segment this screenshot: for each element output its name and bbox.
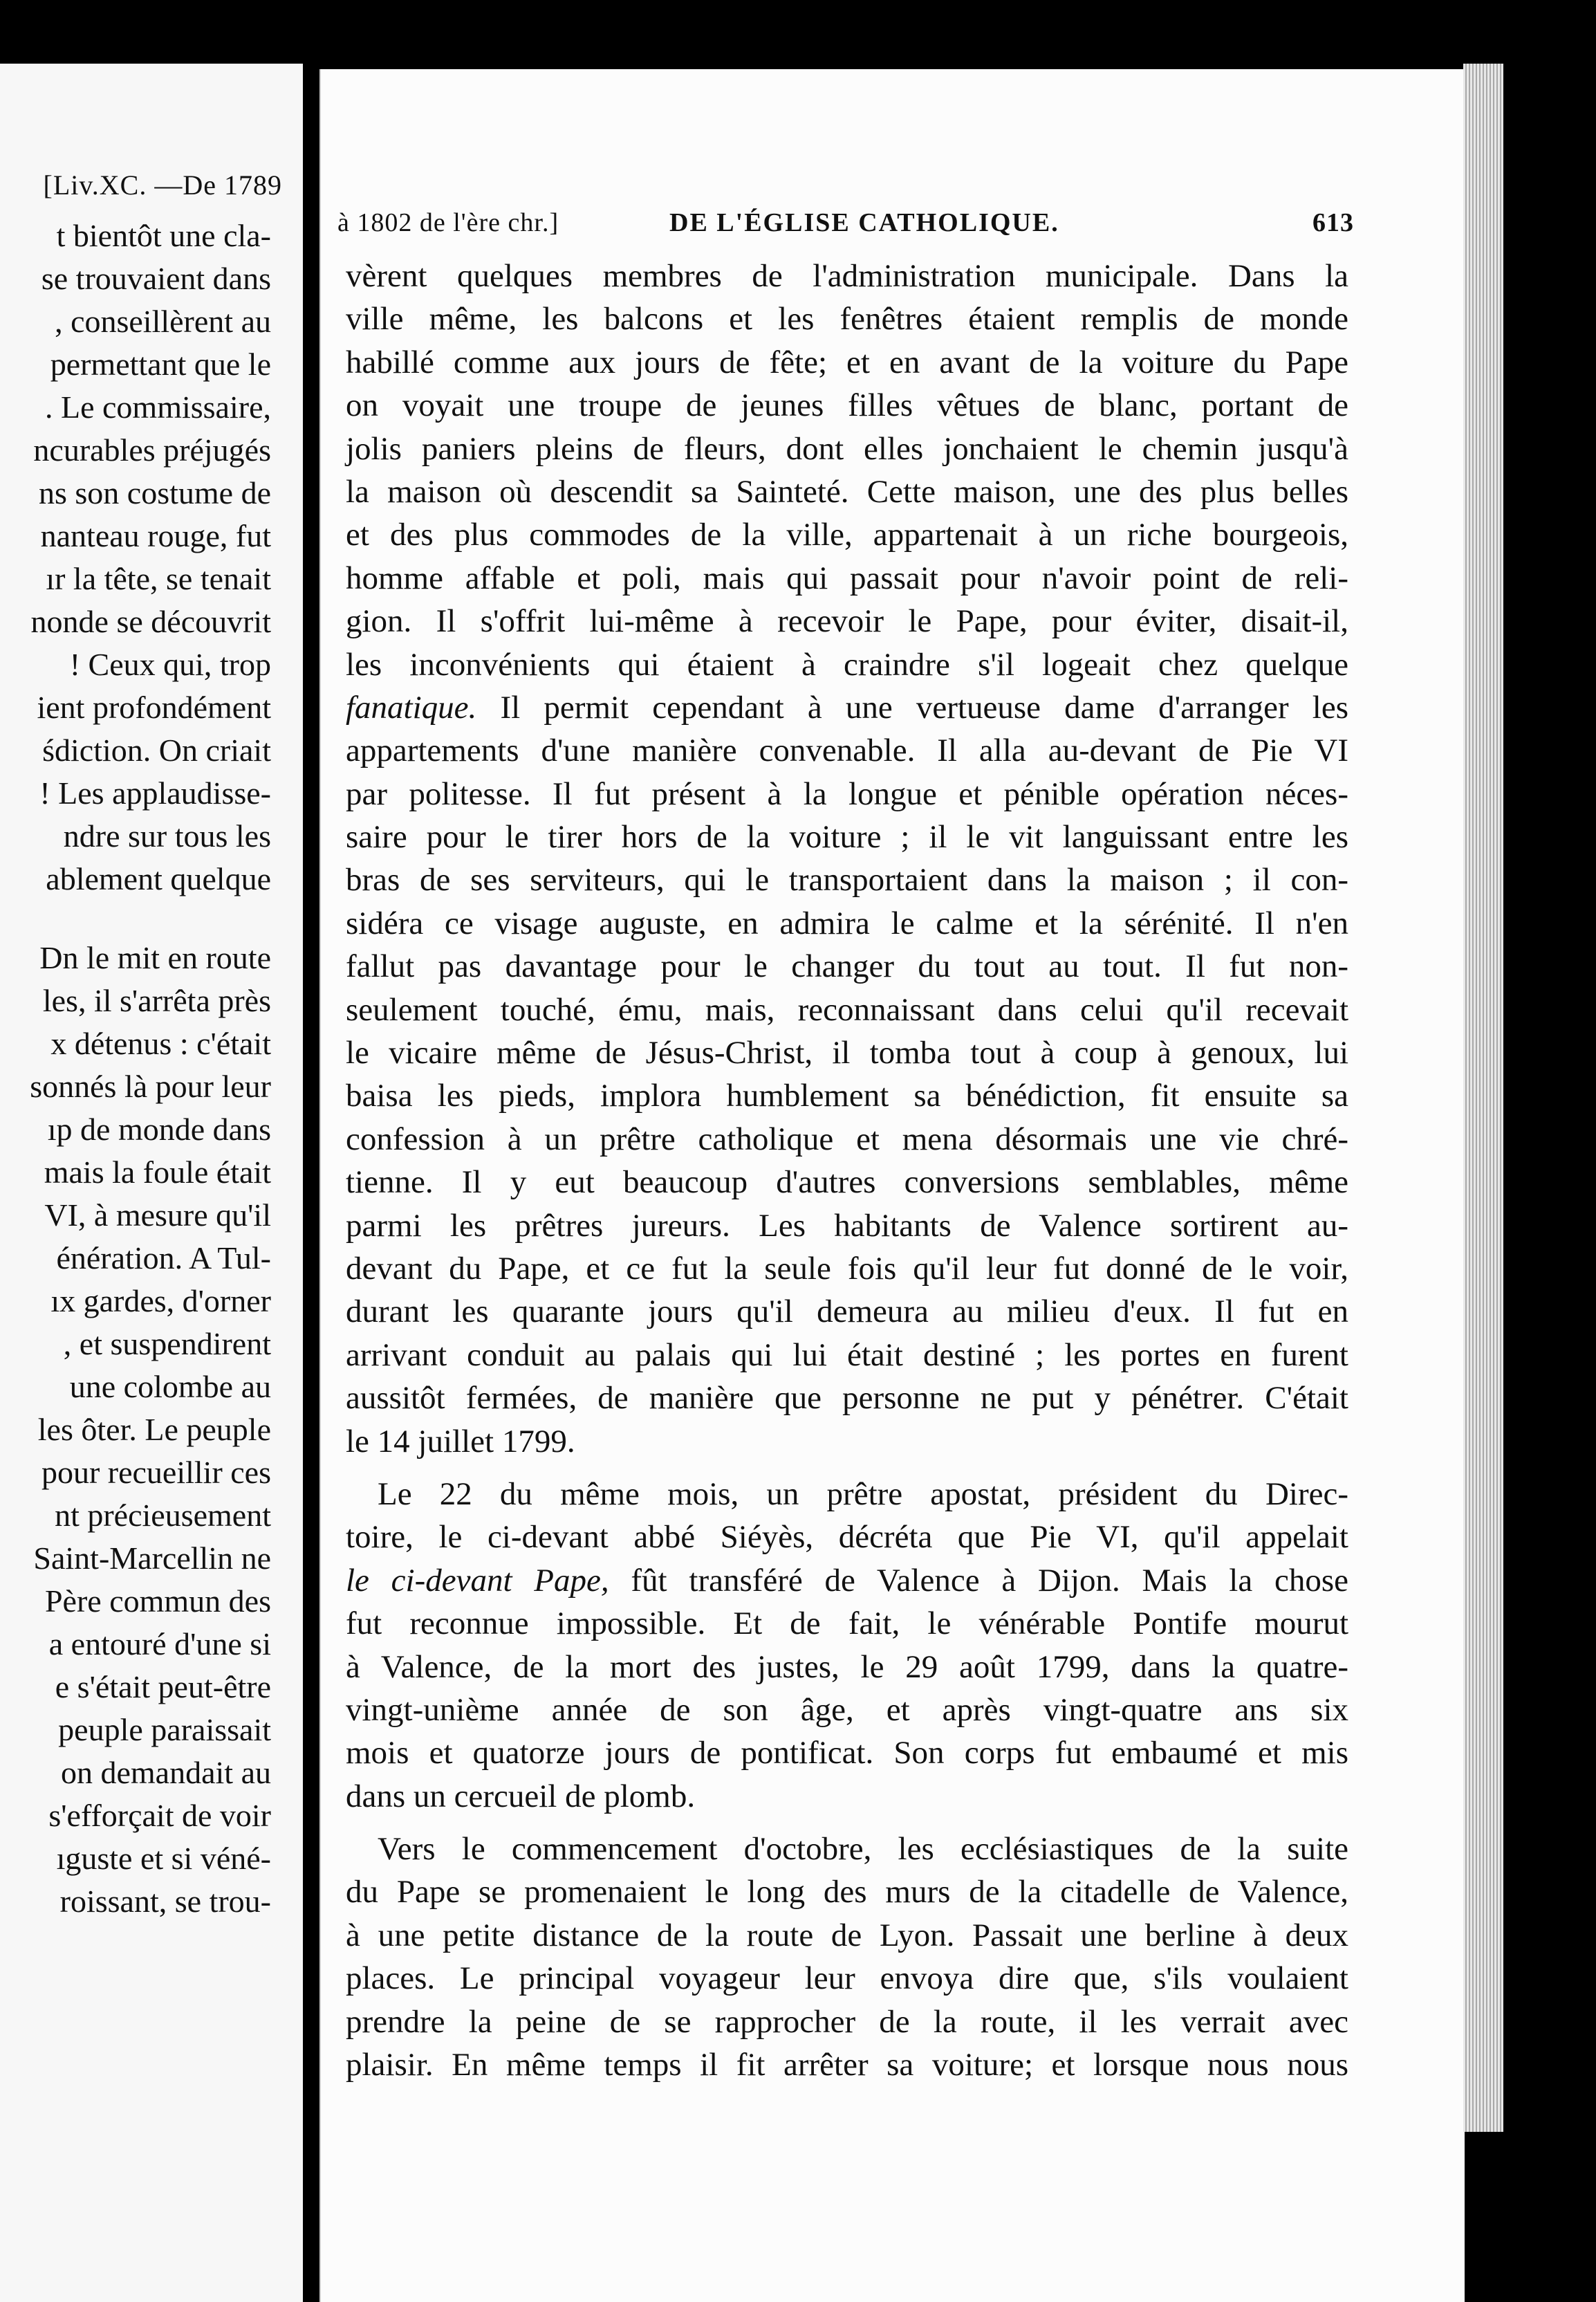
left-page-line: t bientôt une cla- [56, 218, 271, 253]
left-page-line: a entouré d'une si [48, 1626, 271, 1661]
text-line: fut reconnue impossible. Et de fait, le vénérable Pontife mourut [346, 1605, 1348, 1642]
text-line: Le 22 du même mois, un prêtre apostat, président du Direc- [378, 1475, 1348, 1512]
text-line: sidéra ce visage auguste, en admira le calme et la sérénité. Il n'en [346, 905, 1348, 941]
left-page-line: ır la tête, se tenait [46, 561, 271, 596]
left-page-line: ıx gardes, d'orner [50, 1283, 271, 1318]
text-line: dans un cercueil de plomb. [346, 1778, 696, 1814]
left-page-line: śdiction. On criait [42, 733, 271, 768]
left-page-line: une colombe au [69, 1369, 271, 1404]
left-running-head: [Liv.XC. —De 1789 [43, 169, 282, 201]
left-page-line: on demandait au [60, 1755, 271, 1790]
left-page-line: sonnés là pour leur [30, 1069, 271, 1104]
text-line: la maison où descendit sa Sainteté. Cette maison, une des plus belles [346, 473, 1348, 510]
text-line: parmi les prêtres jureurs. Les habitants de Valence sortirent au- [346, 1207, 1348, 1244]
text-line: fanatique. Il permit cependant à une vertueuse dame d'arranger les [346, 689, 1348, 726]
left-page-line: mais la foule était [44, 1154, 271, 1190]
text-line: ville même, les balcons et les fenêtres étaient remplis de monde [346, 301, 1348, 338]
text-line: appartements d'une manière convenable. Il alla au-devant de Pie VI [346, 733, 1348, 769]
left-page-text [0, 214, 271, 1923]
right-page [319, 69, 1465, 2302]
text-line: durant les quarante jours qu'il demeura au milieu d'eux. Il fut en [346, 1293, 1348, 1330]
text-line: prendre la peine de se rapprocher de la route, il les verrait avec [346, 2003, 1348, 2040]
text-line: habillé comme aux jours de fête; et en avant de la voiture du Pape [346, 344, 1348, 380]
left-page-line: se trouvaient dans [41, 261, 271, 296]
running-head-date-range: à 1802 de l'ère chr.] [337, 208, 559, 237]
left-page-line: VI, à mesure qu'il [44, 1197, 271, 1233]
left-page-line: . Le commissaire, [44, 389, 271, 425]
left-page-line: , conseillèrent au [55, 304, 271, 339]
text-line: Vers le commencement d'octobre, les ecclésiastiques de la suite [378, 1831, 1348, 1868]
text-line: confession à un prêtre catholique et mena désormais une vie chré- [346, 1121, 1348, 1157]
text-line: à Valence, de la mort des justes, le 29 août 1799, dans la quatre- [346, 1648, 1348, 1685]
left-page-line: ient profondément [37, 690, 271, 725]
left-page-line: ! Les applaudisse- [39, 775, 271, 811]
left-page-line: ndre sur tous les [63, 818, 271, 854]
page-number: 613 [1312, 208, 1354, 237]
left-page-line: ıguste et si véné- [56, 1841, 271, 1876]
text-line: et des plus commodes de la ville, appartenait à un riche bourgeois, [346, 517, 1348, 553]
left-page-line: les ôter. Le peuple [37, 1412, 271, 1447]
left-page-line: ns son costume de [38, 475, 271, 510]
text-line: on voyait une troupe de jeunes filles vêtues de blanc, portant de [346, 387, 1348, 424]
page-edges [1463, 64, 1503, 2132]
text-line: baisa les pieds, implora humblement sa bénédiction, fit ensuite sa [346, 1078, 1348, 1114]
left-page-line: permettant que le [50, 347, 271, 382]
text-line: gion. Il s'offrit lui-même à recevoir le Pape, pour éviter, disait-il, [346, 603, 1348, 640]
italic-phrase: le ci-devant Pape, [346, 1562, 609, 1599]
left-page [0, 64, 303, 2302]
left-page-line: x détenus : c'était [50, 1026, 271, 1061]
text-line: arrivant conduit au palais qui lui était destiné ; les portes en furent [346, 1336, 1348, 1373]
text-line: bras de ses serviteurs, qui le transportaient dans la maison ; il con- [346, 862, 1348, 899]
left-page-line: ablement quelque [46, 861, 271, 896]
text-line: vingt-unième année de son âge, et après vingt-quatre ans six [346, 1691, 1348, 1728]
left-page-line: Saint-Marcellin ne [33, 1540, 271, 1576]
text-line: toire, le ci-devant abbé Siéyès, décréta que Pie VI, qu'il appelait [346, 1519, 1348, 1556]
text-line: devant du Pape, et ce fut la seule fois qu'il leur fut donné de le voir, [346, 1250, 1348, 1287]
text-line: les inconvénients qui étaient à craindre s'il logeait chez quelque [346, 646, 1348, 683]
text-line: seulement touché, ému, mais, reconnaissant dans celui qu'il recevait [346, 991, 1348, 1028]
left-page-line: nt précieusement [55, 1498, 271, 1533]
running-head-title: DE L'ÉGLISE CATHOLIQUE. [669, 208, 1059, 237]
text-line: le ci-devant Pape, fût transféré de Valence à Dijon. Mais la chose [346, 1562, 1348, 1599]
left-page-line: s'efforçait de voir [48, 1798, 271, 1833]
text-line: homme affable et poli, mais qui passait pour n'avoir point de reli- [346, 560, 1348, 596]
text-line: places. Le principal voyageur leur envoya dire que, s'ils voulaient [346, 1960, 1348, 1997]
left-page-line: Père commun des [44, 1583, 271, 1619]
left-page-line: nanteau rouge, fut [40, 518, 271, 553]
left-page-line: , et suspendirent [63, 1326, 271, 1361]
text-line: jolis paniers pleins de fleurs, dont elles jonchaient le chemin jusqu'à [346, 430, 1348, 467]
body-text [346, 255, 1348, 2086]
left-page-line: e s'était peut-être [55, 1669, 271, 1704]
left-page-line: roissant, se trou- [59, 1884, 271, 1919]
left-page-line: pour recueillir ces [41, 1455, 271, 1490]
text-line: par politesse. Il fut présent à la longue et pénible opération néces- [346, 775, 1348, 812]
running-head [337, 208, 1354, 249]
left-page-line: peuple paraissait [58, 1712, 271, 1747]
left-page-line [0, 901, 271, 937]
italic-phrase: fanatique. [346, 689, 477, 726]
left-page-line: énération. A Tul- [56, 1240, 271, 1276]
left-page-line: ncurables préjugés [33, 432, 271, 468]
text-line: plaisir. En même temps il fit arrêter sa voiture; et lorsque nous nous [346, 2047, 1348, 2083]
left-page-line: les, il s'arrêta près [42, 983, 271, 1018]
text-line: le 14 juillet 1799. [346, 1423, 575, 1460]
text-line: saire pour le tirer hors de la voiture ; il le vit languissant entre les [346, 819, 1348, 856]
text-line: à une petite distance de la route de Lyon. Passait une berline à deux [346, 1917, 1348, 1953]
text-line: vèrent quelques membres de l'administration municipale. Dans la [346, 258, 1348, 294]
left-page-line: ıp de monde dans [47, 1112, 271, 1147]
text-line: aussitôt fermées, de manière que personne ne put y pénétrer. C'était [346, 1380, 1348, 1417]
text-line: fallut pas davantage pour le changer du tout au tout. Il fut non- [346, 948, 1348, 985]
text-line: tienne. Il y eut beaucoup d'autres conversions semblables, même [346, 1164, 1348, 1201]
left-page-line: ! Ceux qui, trop [69, 647, 271, 682]
text-line: mois et quatorze jours de pontificat. Son corps fut embaumé et mis [346, 1735, 1348, 1771]
text-line: du Pape se promenaient le long des murs de la citadelle de Valence, [346, 1874, 1348, 1910]
left-page-line: nonde se découvrit [30, 604, 271, 639]
text-line: le vicaire même de Jésus-Christ, il tomba tout à coup à genoux, lui [346, 1035, 1348, 1071]
left-page-line: Dn le mit en route [39, 940, 271, 975]
